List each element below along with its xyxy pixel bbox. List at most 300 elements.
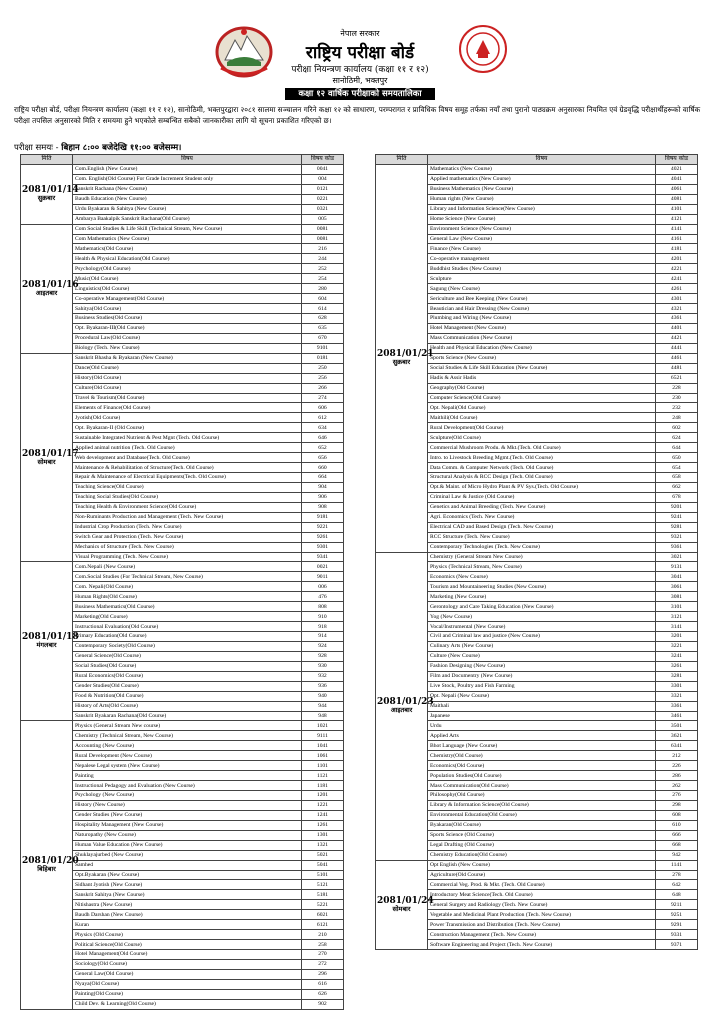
subject-cell: Child Dev. & Learning(Old Course) — [73, 999, 302, 1009]
code-cell: 642 — [656, 880, 698, 890]
exam-date: 2081/01/20 — [22, 856, 79, 867]
subject-cell: Com. English(Old Course) For Grade Increment Student only — [73, 174, 302, 184]
subject-cell: Physics (General Stream New course) — [73, 721, 302, 731]
subject-cell: Applied Arts — [428, 731, 656, 741]
subject-cell: Introductory Meat Science(Tech. Old Course) — [428, 890, 656, 900]
code-cell: 914 — [302, 632, 344, 642]
code-cell: 5121 — [302, 880, 344, 890]
subject-cell: Sericulture and Bee Keeping (New Course) — [428, 294, 656, 304]
code-cell: 3021 — [656, 552, 698, 562]
exam-time-value: बिहान ८:०० बजेदेखि ११:०० बजेसम्म। — [61, 143, 182, 153]
code-cell: 910 — [302, 612, 344, 622]
code-cell: 4181 — [656, 244, 698, 254]
code-cell: 6341 — [656, 741, 698, 751]
intro-paragraph: राष्ट्रिय परीक्षा बोर्ड, परीक्षा नियन्त्रण कार्यालय (कक्षा ११ र १२), सानोठिमी, भक्तपुरद्वारा २०८१ सालमा सञ्चालन गरिने कक्षा १२ को साधारण, परम्परागत र प्राविधिक विषय समूह तर्फका नयाँ तथा पुरानो पाठ्यक्रम अनुसारका नियमित एवं ग्रेडवृद्धि परीक्षार्थीहरूको वार्षिक परीक्षा तपसिल अनुसारको मिति र समयमा हुने भएकोले सम्बन्धित सबैको जानकारीका लागि यो सूचना प्रकाशित गरिएको छ। — [14, 105, 701, 125]
code-cell: 624 — [656, 433, 698, 443]
date-cell — [376, 164, 434, 552]
exam-weekday: आइतबार — [35, 288, 58, 297]
subject-cell: Health & Physical Education(Old Course) — [73, 254, 302, 264]
subject-cell: Vocal/Instrumental (New Course) — [428, 622, 656, 632]
subject-cell: Maithili(Old Course) — [428, 413, 656, 423]
subject-cell: Primary Education(Old Course) — [73, 632, 302, 642]
code-cell: 9331 — [656, 930, 698, 940]
exam-weekday: सोमबार — [37, 457, 56, 466]
code-cell: 210 — [302, 930, 344, 940]
code-cell: 670 — [302, 333, 344, 343]
code-cell: 628 — [302, 314, 344, 324]
subject-cell: Chemistry(Old Course) — [428, 751, 656, 761]
code-cell: 930 — [302, 661, 344, 671]
code-cell: 4061 — [656, 184, 698, 194]
code-cell: 4401 — [656, 323, 698, 333]
code-cell: 4161 — [656, 234, 698, 244]
subject-cell: Philosophy(Old Course) — [428, 791, 656, 801]
code-cell: 660 — [302, 463, 344, 473]
code-cell: 004 — [302, 174, 344, 184]
code-cell: 1201 — [302, 791, 344, 801]
column-header-subject: विषय — [73, 155, 302, 165]
subject-cell: Contemporary Technologies (Tech. New Course) — [428, 542, 656, 552]
subject-cell: Home Science (New Course) — [428, 214, 656, 224]
subject-cell: Opt. Byakaran-III(Old Course) — [73, 323, 302, 333]
subject-cell: Shuklayajurbed (New Course) — [73, 850, 302, 860]
code-cell: 0081 — [302, 224, 344, 234]
schedule-table-right — [375, 154, 698, 950]
code-cell: 9181 — [302, 512, 344, 522]
date-cell — [21, 721, 79, 1009]
code-cell: 4121 — [656, 214, 698, 224]
table-row — [376, 552, 698, 562]
subject-cell: Library & Information Science(Old Course) — [428, 800, 656, 810]
code-cell: 4041 — [656, 174, 698, 184]
subject-cell: Teaching Science(Old Course) — [73, 482, 302, 492]
code-cell: 602 — [656, 423, 698, 433]
code-cell: 0181 — [302, 353, 344, 363]
date-cell — [376, 552, 434, 860]
code-cell: 612 — [302, 413, 344, 423]
exam-weekday: मंगलबार — [36, 641, 57, 650]
code-cell: 3281 — [656, 671, 698, 681]
subject-cell: Instructional Pedagogy and Evaluation (New Course) — [73, 781, 302, 791]
code-cell: 1241 — [302, 810, 344, 820]
subject-cell: Visual Programming (Tech. New Course) — [73, 552, 302, 562]
code-cell: 1321 — [302, 840, 344, 850]
subject-cell: Gerontology and Care Taking Education (New Course) — [428, 602, 656, 612]
code-cell: 228 — [656, 383, 698, 393]
subject-cell: Structural Analysis & RCC Design (Tech. Old Course) — [428, 473, 656, 483]
code-cell: 9201 — [656, 502, 698, 512]
code-cell: 006 — [302, 582, 344, 592]
code-cell: 4441 — [656, 343, 698, 353]
subject-cell: Culture (New Course) — [428, 651, 656, 661]
subject-cell: Web development and Database(Tech. Old Course) — [73, 453, 302, 463]
code-cell: 298 — [656, 800, 698, 810]
subject-cell: Buddhist Studies (New Course) — [428, 264, 656, 274]
subject-cell: Plumbing and Wiring (New Course) — [428, 314, 656, 324]
subject-cell: Population Studies(Old Course) — [428, 771, 656, 781]
subject-cell: Chemistry (General Stream New Course) — [428, 552, 656, 562]
table-row — [376, 860, 698, 870]
code-cell: 3321 — [656, 691, 698, 701]
exam-date: 2081/01/14 — [22, 185, 79, 196]
code-cell: 3061 — [656, 582, 698, 592]
code-cell: 3101 — [656, 602, 698, 612]
subject-cell: Maithali — [428, 701, 656, 711]
code-cell: 948 — [302, 711, 344, 721]
code-cell: 3221 — [656, 641, 698, 651]
code-cell: 610 — [656, 820, 698, 830]
subject-cell: Sculpture — [428, 274, 656, 284]
exam-time-label: परीक्षा समयः - — [14, 143, 59, 153]
subject-cell: Commercial Mushroom Produ. & Mkt.(Tech. Old Course) — [428, 443, 656, 453]
code-cell: 662 — [656, 482, 698, 492]
code-cell: 9261 — [302, 532, 344, 542]
subject-cell: Computer Science(Old Course) — [428, 393, 656, 403]
subject-cell: Com. Nepali(Old Course) — [73, 582, 302, 592]
subject-cell: Byakaran(Old Course) — [428, 820, 656, 830]
subject-cell: General Science(Old Course) — [73, 651, 302, 661]
code-cell: 604 — [302, 294, 344, 304]
code-cell: 0321 — [302, 204, 344, 214]
column-header-date: मिति — [376, 155, 428, 165]
code-cell: 4021 — [656, 164, 698, 174]
office-name: परीक्षा नियन्त्रण कार्यालय (कक्षा ११ र १२) — [291, 65, 429, 75]
subject-cell: Finance (New Course) — [428, 244, 656, 254]
office-location: सानोठिमी, भक्तपुर — [332, 76, 388, 85]
subject-cell: Nepalese Legal system (New Course) — [73, 761, 302, 771]
subject-cell: Beautician and Hair Dressing (New Course) — [428, 304, 656, 314]
date-cell — [21, 224, 79, 353]
code-cell: 280 — [302, 284, 344, 294]
code-cell: 924 — [302, 641, 344, 651]
exam-date: 2081/01/18 — [22, 632, 79, 643]
subject-cell: Human Rights(Old Course) — [73, 592, 302, 602]
board-title: राष्ट्रिय परीक्षा बोर्ड — [305, 43, 415, 63]
code-cell: 9341 — [302, 552, 344, 562]
table-row — [376, 164, 698, 174]
code-cell: 212 — [656, 751, 698, 761]
subject-cell: Human rights (New Course) — [428, 194, 656, 204]
subject-cell: History (New Course) — [73, 800, 302, 810]
code-cell: 5041 — [302, 860, 344, 870]
code-cell: 5021 — [302, 850, 344, 860]
exam-time — [14, 142, 181, 153]
subject-cell: General Law (New Course) — [428, 234, 656, 244]
subject-cell: Mathematics (New Course) — [428, 164, 656, 174]
code-cell: 4481 — [656, 363, 698, 373]
subject-cell: Urdu Byakaran & Sahitya (New Course) — [73, 204, 302, 214]
code-cell: 9131 — [656, 562, 698, 572]
code-cell: 942 — [656, 850, 698, 860]
code-cell: 4261 — [656, 284, 698, 294]
code-cell: 1221 — [302, 800, 344, 810]
code-cell: 4221 — [656, 264, 698, 274]
subject-cell: Agriculture(Old Course) — [428, 870, 656, 880]
subject-cell: Civil and Criminal law and justice (New Course) — [428, 632, 656, 642]
subject-cell: Sculpture(Old Course) — [428, 433, 656, 443]
code-cell: 1141 — [656, 860, 698, 870]
code-cell: 654 — [656, 463, 698, 473]
code-cell: 4301 — [656, 294, 698, 304]
table-row — [21, 562, 344, 572]
column-header-subject: विषय — [428, 155, 656, 165]
code-cell: 0221 — [302, 194, 344, 204]
subject-cell: Culture(Old Course) — [73, 383, 302, 393]
code-cell: 258 — [302, 940, 344, 950]
code-cell: 230 — [656, 393, 698, 403]
subject-cell: Vegetable and Medicinal Plant Production (Tech. New Course) — [428, 910, 656, 920]
subject-cell: Linguistics(Old Course) — [73, 284, 302, 294]
code-cell: 3501 — [656, 721, 698, 731]
code-cell: 666 — [656, 830, 698, 840]
subject-cell: Com.Social Studies (For Technical Stream, New Course) — [73, 572, 302, 582]
exam-weekday: सुक्रबार — [37, 194, 56, 203]
subject-cell: Jyotish(Old Course) — [73, 413, 302, 423]
exam-date: 2081/01/21 — [377, 349, 434, 360]
code-cell: 296 — [302, 969, 344, 979]
page-title: कक्षा १२ वार्षिक परीक्षाको समयतालिका — [285, 88, 435, 100]
code-cell: 274 — [302, 393, 344, 403]
subject-cell: Dance(Old Course) — [73, 363, 302, 373]
subject-cell: RCC Structure (Tech. New Course) — [428, 532, 656, 542]
subject-cell: Switch Gear and Protection (Tech. New Course) — [73, 532, 302, 542]
subject-cell: Sanskrit Sahitya (New Course) — [73, 890, 302, 900]
subject-cell: Repair & Maintenance of Electrical Equipments(Tech. Old Course) — [73, 473, 302, 483]
code-cell: 634 — [302, 423, 344, 433]
code-cell: 9281 — [656, 522, 698, 532]
code-cell: 0081 — [302, 234, 344, 244]
subject-cell: Gender Studies (New Course) — [73, 810, 302, 820]
code-cell: 476 — [302, 592, 344, 602]
subject-cell: Sociology(Old Course) — [73, 959, 302, 969]
column-header-code: विषय कोड — [656, 155, 698, 165]
subject-cell: General Surgery and Radiology (Tech. New Course) — [428, 900, 656, 910]
code-cell: 252 — [302, 264, 344, 274]
subject-cell: Nitishastra (New Course) — [73, 900, 302, 910]
subject-cell: Mathematics(Old Course) — [73, 244, 302, 254]
subject-cell: Library and Information Science(New Course) — [428, 204, 656, 214]
code-cell: 270 — [302, 950, 344, 960]
code-cell: 608 — [656, 810, 698, 820]
subject-cell: History(Old Course) — [73, 373, 302, 383]
code-cell: 248 — [656, 413, 698, 423]
subject-cell: Sagung (New Course) — [428, 284, 656, 294]
subject-cell: Teaching Social Studies(Old Course) — [73, 492, 302, 502]
code-cell: 3261 — [656, 661, 698, 671]
code-cell: 656 — [302, 453, 344, 463]
subject-cell: Rural Development (New Course) — [73, 751, 302, 761]
code-cell: 254 — [302, 274, 344, 284]
code-cell: 3621 — [656, 731, 698, 741]
code-cell: 3241 — [656, 651, 698, 661]
code-cell: 4141 — [656, 224, 698, 234]
code-cell: 4361 — [656, 314, 698, 324]
subject-cell: Data Comm. & Computer Network (Tech. Old Course) — [428, 463, 656, 473]
subject-cell: Physics (Old Course) — [73, 930, 302, 940]
subject-cell: Genetics and Animal Breeding (Tech. New Course) — [428, 502, 656, 512]
subject-cell: Business Mathematics (New Course) — [428, 184, 656, 194]
code-cell: 3121 — [656, 612, 698, 622]
code-cell: 272 — [302, 959, 344, 969]
subject-cell: Opt.Byakaran (New Course) — [73, 870, 302, 880]
subject-cell: Construction Management (Tech. New Course) — [428, 930, 656, 940]
code-cell: 3081 — [656, 592, 698, 602]
subject-cell: Mechanics of Structure (Tech. New Course) — [73, 542, 302, 552]
subject-cell: Intro. to Livestock Breeding Mgmt.(Tech. Old Course) — [428, 453, 656, 463]
subject-cell: Hospitality Management (New Course) — [73, 820, 302, 830]
subject-cell: Opt English (New Course) — [428, 860, 656, 870]
subject-cell: Samhed — [73, 860, 302, 870]
code-cell: 9321 — [656, 532, 698, 542]
subject-cell: Procedural Law(Old Course) — [73, 333, 302, 343]
code-cell: 908 — [302, 502, 344, 512]
code-cell: 936 — [302, 681, 344, 691]
subject-cell: Psychology (New Course) — [73, 791, 302, 801]
subject-cell: Opt. Nepali(Old Course) — [428, 403, 656, 413]
code-cell: 614 — [302, 304, 344, 314]
code-cell: 606 — [302, 403, 344, 413]
code-cell: 668 — [656, 840, 698, 850]
government-label: नेपाल सरकार — [340, 29, 380, 38]
code-cell: 250 — [302, 363, 344, 373]
subject-cell: Com.English (New Course) — [73, 164, 302, 174]
date-cell — [21, 164, 79, 224]
subject-cell: Business Mathematics(Old Course) — [73, 602, 302, 612]
subject-cell: Tourism and Mountaineering Studies (New Course) — [428, 582, 656, 592]
subject-cell: Applied animal nutrition (Tech. Old Course) — [73, 443, 302, 453]
subject-cell: Maintenance & Rehabilitation of Structure(Tech. Old Course) — [73, 463, 302, 473]
subject-cell: Com.Nepali (New Course) — [73, 562, 302, 572]
subject-cell: Co-operative Management(Old Course) — [73, 294, 302, 304]
code-cell: 4201 — [656, 254, 698, 264]
code-cell: 928 — [302, 651, 344, 661]
code-cell: 9101 — [302, 343, 344, 353]
code-cell: 244 — [302, 254, 344, 264]
code-cell: 9291 — [656, 920, 698, 930]
subject-cell: Japanese — [428, 711, 656, 721]
subject-cell: Baudh Darshan (New Course) — [73, 910, 302, 920]
subject-cell: Legal Drafting (Old Course) — [428, 840, 656, 850]
subject-cell: Marketing(Old Course) — [73, 612, 302, 622]
code-cell: 278 — [656, 870, 698, 880]
code-cell: 276 — [656, 791, 698, 801]
code-cell: 9361 — [656, 542, 698, 552]
code-cell: 4461 — [656, 353, 698, 363]
subject-cell: Contemporary Society(Old Course) — [73, 641, 302, 651]
exam-weekday: सोमबार — [392, 904, 411, 913]
code-cell: 005 — [302, 214, 344, 224]
code-cell: 1121 — [302, 771, 344, 781]
code-cell: 5101 — [302, 870, 344, 880]
subject-cell: Human Value Education (New Course) — [73, 840, 302, 850]
subject-cell: Chemistry Education(Old Course) — [428, 850, 656, 860]
subject-cell: Marketing (New Course) — [428, 592, 656, 602]
code-cell: 9111 — [302, 731, 344, 741]
subject-cell: Opt. Nepali (New Course) — [428, 691, 656, 701]
code-cell: 906 — [302, 492, 344, 502]
subject-cell: Environment Science (New Course) — [428, 224, 656, 234]
code-cell: 226 — [656, 761, 698, 771]
code-cell: 644 — [656, 443, 698, 453]
code-cell: 9221 — [302, 522, 344, 532]
subject-cell: Biology (Tech. New Course) — [73, 343, 302, 353]
subject-cell: Elements of Finance(Old Course) — [73, 403, 302, 413]
subject-cell: Mass Communication(Old Course) — [428, 781, 656, 791]
subject-cell: Economics (New Course) — [428, 572, 656, 582]
exam-date: 2081/01/16 — [22, 279, 79, 290]
subject-cell: Commercial Veg. Prod. & Mkt. (Tech. Old Course) — [428, 880, 656, 890]
code-cell: 4241 — [656, 274, 698, 284]
code-cell: 648 — [656, 890, 698, 900]
table-row — [21, 164, 344, 174]
code-cell: 940 — [302, 691, 344, 701]
code-cell: 1261 — [302, 820, 344, 830]
subject-cell: Sanskrit Rachana (New Course) — [73, 184, 302, 194]
code-cell: 616 — [302, 979, 344, 989]
subject-cell: Instructional Evaluation(Old Course) — [73, 622, 302, 632]
exam-date: 2081/01/23 — [377, 697, 434, 708]
code-cell: 0021 — [302, 562, 344, 572]
subject-cell: Sidhant Jyotish (New Course) — [73, 880, 302, 890]
subject-cell: Psychology(Old Course) — [73, 264, 302, 274]
code-cell: 3041 — [656, 572, 698, 582]
subject-cell: Mass Communication (New Course) — [428, 333, 656, 343]
subject-cell: Yog (New Course) — [428, 612, 656, 622]
subject-cell: Political Science(Old Course) — [73, 940, 302, 950]
exam-weekday: सुक्रबार — [392, 358, 411, 367]
subject-cell: Chemistry (Technical Stream, New Course) — [73, 731, 302, 741]
subject-cell: Sanskrit Bhasha & Byakaran (New Course) — [73, 353, 302, 363]
subject-cell: Criminal Law & Justice (Old Course) — [428, 492, 656, 502]
code-cell: 646 — [302, 433, 344, 443]
code-cell: 266 — [302, 383, 344, 393]
code-cell: 5221 — [302, 900, 344, 910]
subject-cell: Economics(Old Course) — [428, 761, 656, 771]
table-row — [21, 353, 344, 363]
subject-cell: Kuran — [73, 920, 302, 930]
code-cell: 0041 — [302, 164, 344, 174]
subject-cell: Physics (Technical Stream, New Course) — [428, 562, 656, 572]
subject-cell: Urdu — [428, 721, 656, 731]
subject-cell: Gender Studies(Old Course) — [73, 681, 302, 691]
subject-cell: Non-Ruminants Production and Management (Tech. New Course) — [73, 512, 302, 522]
subject-cell: Teaching Health & Environment Science(Old Course) — [73, 502, 302, 512]
subject-cell: Social Studies & Life Skill Education (New Course) — [428, 363, 656, 373]
code-cell: 6021 — [302, 910, 344, 920]
code-cell: 3141 — [656, 622, 698, 632]
code-cell: 635 — [302, 323, 344, 333]
code-cell: 932 — [302, 671, 344, 681]
code-cell: 652 — [302, 443, 344, 453]
subject-cell: Music(Old Course) — [73, 274, 302, 284]
subject-cell: Sports Science (Old Course) — [428, 830, 656, 840]
column-header-date: मिति — [21, 155, 73, 165]
header — [0, 0, 720, 110]
code-cell: 902 — [302, 999, 344, 1009]
subject-cell: Hotel Management(Old Course) — [73, 950, 302, 960]
subject-cell: Software Engineering and Project (Tech. New Course) — [428, 940, 656, 950]
code-cell: 4081 — [656, 194, 698, 204]
code-cell: 9251 — [656, 910, 698, 920]
code-cell: 650 — [656, 453, 698, 463]
subject-cell: Sustainable Integrated Nutrient & Pest Mgnt (Tech. Old Course) — [73, 433, 302, 443]
subject-cell: Ambarya Baakalpik Sanskrit Rachana(Old Course) — [73, 214, 302, 224]
code-cell: 1101 — [302, 761, 344, 771]
code-cell: 4321 — [656, 304, 698, 314]
code-cell: 3361 — [656, 701, 698, 711]
code-cell: 626 — [302, 989, 344, 999]
code-cell: 1021 — [302, 721, 344, 731]
